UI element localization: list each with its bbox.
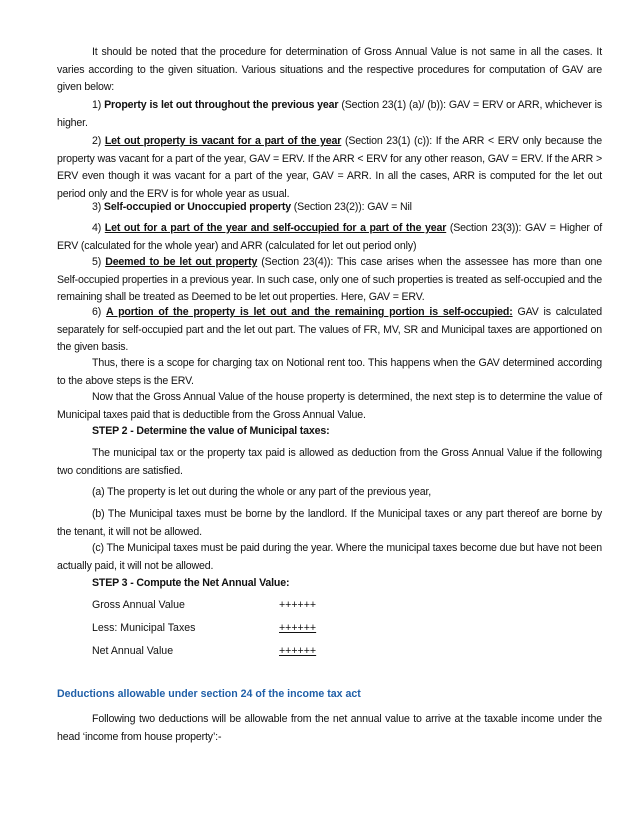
notional-rent-paragraph: Thus, there is a scope for charging tax on Notional rent too. This happens when the GAV determined according to the above steps is the ERV. bbox=[57, 357, 602, 387]
row-value: ++++++ bbox=[279, 645, 317, 657]
condition-b: (b) The Municipal taxes must be borne by the landlord. If the Municipal taxes or any part thereof are borne by the tenant, it will not be allowed. bbox=[57, 508, 602, 538]
intro-paragraph: It should be noted that the procedure for determination of Gross Annual Value is not same in all the cases. It varies according to the given situation. Various situations and the respective procedures for computation of GAV are given below: bbox=[57, 46, 602, 93]
situation-6-text: GAV is calculated separately for self-occupied part and the let out part. The values of FR, MV, SR and Municipal taxes are apportioned on the given basis. bbox=[57, 306, 603, 353]
situation-5-number: 5) bbox=[92, 256, 102, 268]
situation-5 bbox=[57, 254, 602, 307]
situation-1-number: 1) bbox=[92, 99, 102, 111]
situation-4-title: Let out for a part of the year and self-occupied for a part of the year bbox=[104, 222, 447, 234]
situation-2 bbox=[57, 133, 602, 203]
situation-2-number: 2) bbox=[92, 135, 102, 147]
situation-1-title: Property is let out throughout the previous year bbox=[104, 99, 339, 111]
situation-3-title: Self-occupied or Unoccupied property bbox=[103, 201, 291, 213]
condition-a: (a) The property is let out during the whole or any part of the previous year, bbox=[92, 486, 432, 498]
step-3-heading: STEP 3 - Compute the Net Annual Value: bbox=[92, 577, 290, 589]
situation-6-title: A portion of the property is let out and the remaining portion is self-occupied: bbox=[106, 306, 513, 318]
situation-6-number: 6) bbox=[92, 306, 102, 318]
nav-row-municipal-taxes bbox=[92, 620, 392, 638]
row-label: Gross Annual Value bbox=[92, 599, 185, 611]
situation-3 bbox=[57, 199, 602, 217]
situation-3-text: (Section 23(2)): GAV = Nil bbox=[293, 201, 412, 213]
situation-5-text: (Section 23(4)): This case arises when the assessee has more than one Self-occupied properties in a previous year. In such case, only one of such properties is treated as self-occupied and the remaining shall be treated as Deemed to be let out properties. Here, GAV = ERV. bbox=[57, 256, 603, 303]
situation-4 bbox=[57, 220, 602, 255]
situation-1-text: (Section 23(1) (a)/ (b)): GAV = ERV or ARR, whichever is higher. bbox=[57, 99, 602, 129]
nav-row-gross-annual-value bbox=[92, 597, 392, 615]
condition-c: (c) The Municipal taxes must be paid during the year. Where the municipal taxes become due but have not been actually paid, it will not be allowed. bbox=[57, 542, 602, 572]
situation-5-title: Deemed to be let out property bbox=[105, 256, 258, 268]
step-2-heading: STEP 2 - Determine the value of Municipal taxes: bbox=[92, 425, 330, 437]
situation-4-text: (Section 23(3)): GAV = Higher of ERV (calculated for the whole year) and ARR (calculated for let out period only) bbox=[57, 222, 603, 252]
next-step-paragraph: Now that the Gross Annual Value of the house property is determined, the next step is to determine the value of Municipal taxes paid that is deductible from the Gross Annual Value. bbox=[57, 391, 602, 421]
row-label: Net Annual Value bbox=[92, 645, 174, 657]
section-24-paragraph: Following two deductions will be allowable from the net annual value to arrive at the taxable income under the head ‘income from house property’:- bbox=[57, 713, 602, 743]
section-24-heading: Deductions allowable under section 24 of the income tax act bbox=[57, 688, 361, 700]
step-2-paragraph: The municipal tax or the property tax paid is allowed as deduction from the Gross Annual Value if the following two conditions are satisfied. bbox=[57, 447, 602, 477]
situation-1 bbox=[57, 97, 602, 132]
situation-2-text: (Section 23(1) (c)): If the ARR < ERV only because the property was vacant for a part of the year, GAV = ERV. If the ARR < ERV for any other reason, GAV = ERV. If the ARR > ERV even though it was vacant for a part of the year, GAV = ARR. In all the cases, ARR is computed for the let out period only and the ERV is for whole year as usual. bbox=[57, 135, 603, 200]
row-value: ++++++ bbox=[279, 622, 317, 634]
situation-2-title: Let out property is vacant for a part of the year bbox=[104, 135, 342, 147]
situation-6 bbox=[57, 304, 602, 357]
situation-3-number: 3) bbox=[92, 201, 102, 213]
nav-row-net-annual-value bbox=[92, 643, 392, 661]
row-label: Less: Municipal Taxes bbox=[92, 622, 196, 634]
situation-4-number: 4) bbox=[92, 222, 102, 234]
row-value: ++++++ bbox=[279, 599, 317, 611]
